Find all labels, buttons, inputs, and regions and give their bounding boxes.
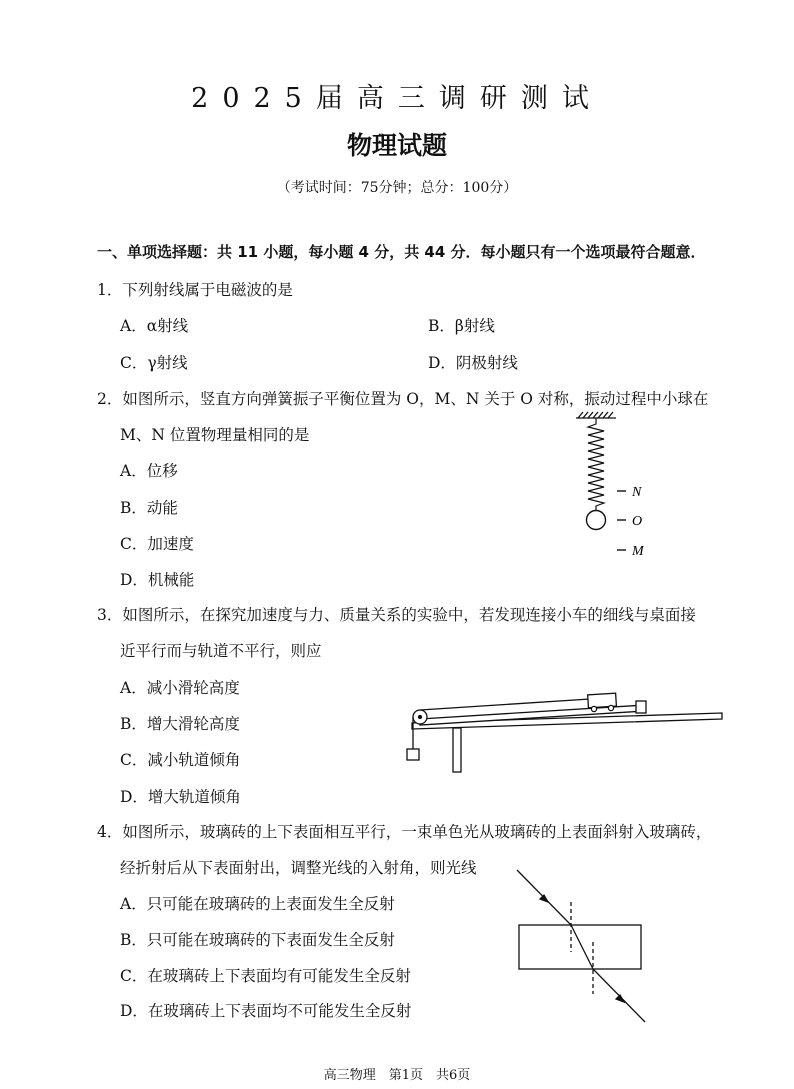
q3-option-a: A．减小滑轮高度: [120, 679, 240, 697]
question-3-stem-line2: 近平行而与轨道不平行，则应: [120, 642, 322, 660]
q2-option-b: B．动能: [120, 499, 178, 517]
q2-option-a: A．位移: [120, 462, 178, 480]
spring-oscillator-figure: [572, 410, 682, 560]
page-footer: 高三物理 第1页 共6页: [323, 1068, 471, 1083]
q4-option-c: C．在玻璃砖上下表面均有可能发生全反射: [120, 967, 411, 985]
question-1-stem: 1．下列射线属于电磁波的是: [97, 281, 293, 299]
q1-option-a: A．α射线: [120, 317, 189, 335]
ball: [587, 511, 606, 530]
q3-option-d: D．增大轨道倾角: [120, 788, 241, 806]
spring: [588, 418, 604, 510]
q1-option-d: D．阴极射线: [428, 354, 518, 372]
cart-track-figure: [400, 683, 730, 783]
light-ray: [517, 870, 645, 1022]
label-m: M: [632, 544, 644, 559]
q3-option-c: C．减小轨道倾角: [120, 751, 241, 769]
glass-block: [519, 925, 641, 969]
section-heading: 一、单项选择题：共 11 小题，每小题 4 分，共 44 分．每小题只有一个选项最符合题意．: [97, 243, 706, 261]
track-end-block: [636, 701, 646, 713]
exam-title: 2025届高三调研测试: [191, 83, 603, 114]
question-3-stem-line1: 3．如图所示，在探究加速度与力、质量关系的实验中，若发现连接小车的细线与桌面接: [97, 606, 696, 624]
arrow-incident: [540, 895, 548, 902]
q2-option-c: C．加速度: [120, 535, 194, 553]
question-2-stem-line2: M、N 位置物理量相同的是: [120, 426, 310, 444]
question-4-stem-line1: 4．如图所示，玻璃砖的上下表面相互平行，一束单色光从玻璃砖的上表面斜射入玻璃砖，: [97, 823, 712, 841]
q3-option-b: B．增大滑轮高度: [120, 715, 240, 733]
label-n: N: [632, 485, 642, 500]
ceiling-support: [576, 412, 616, 418]
q4-option-b: B．只可能在玻璃砖的下表面发生全反射: [120, 931, 395, 949]
question-2-stem-line1: 2．如图所示，竖直方向弹簧振子平衡位置为 O，M、N 关于 O 对称，振动过程中小球在: [97, 390, 709, 408]
hanging-weight: [407, 749, 419, 760]
exam-info: （考试时间：75分钟；总分：100分）: [276, 180, 518, 196]
q1-option-c: C．γ射线: [120, 354, 188, 372]
label-o: O: [632, 514, 643, 529]
q4-option-d: D．在玻璃砖上下表面均不可能发生全反射: [120, 1002, 412, 1020]
subject-title: 物理试题: [346, 131, 447, 160]
table-leg: [453, 728, 461, 772]
thread: [420, 699, 590, 710]
question-4-stem-line2: 经折射后从下表面射出，调整光线的入射角，则光线: [120, 859, 477, 877]
q1-option-b: B．β射线: [428, 317, 495, 335]
glass-block-figure: [505, 862, 655, 1027]
q2-option-d: D．机械能: [120, 571, 195, 589]
q4-option-a: A．只可能在玻璃砖的上表面发生全反射: [120, 895, 395, 913]
